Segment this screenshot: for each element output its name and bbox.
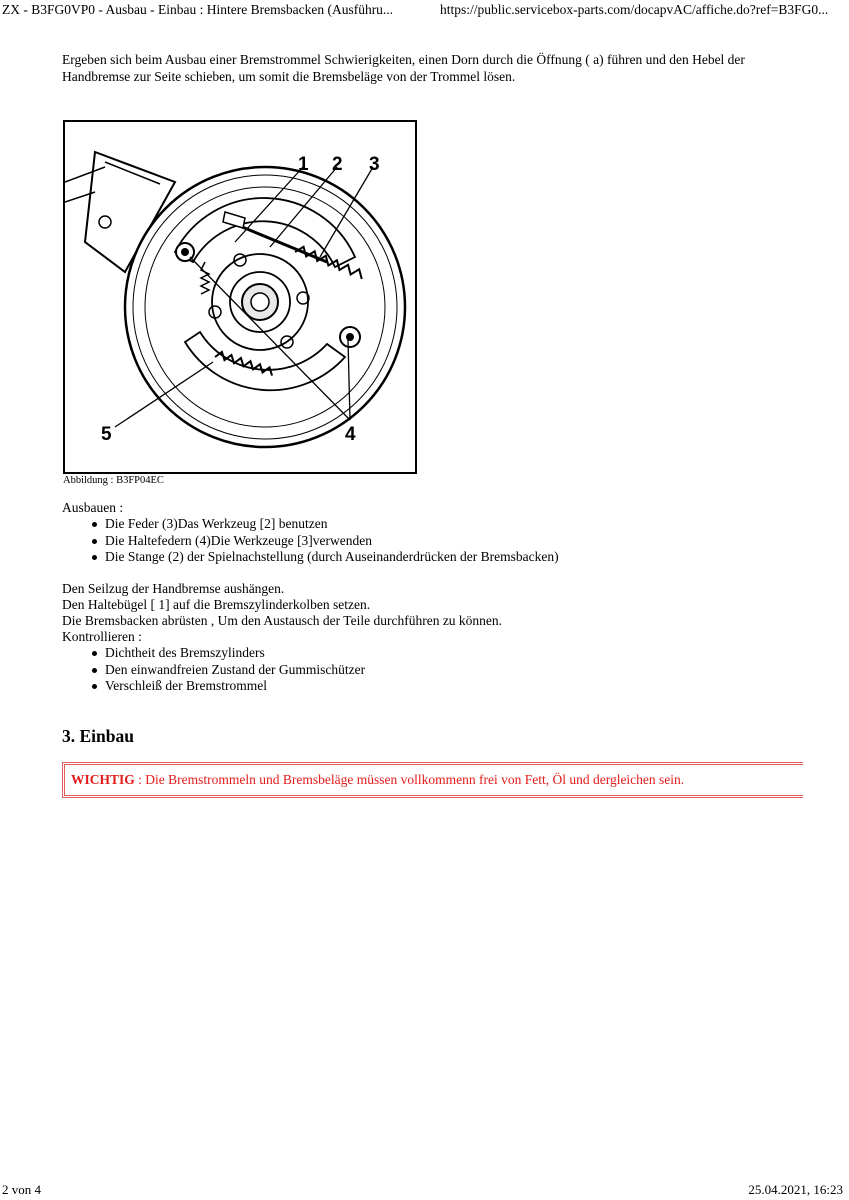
step-line: Den Haltebügel [ 1] auf die Bremszylinderkolben setzen. xyxy=(62,597,371,612)
figure-caption: Abbildung : B3FP04EC xyxy=(63,475,164,486)
list-item: Den einwandfreien Zustand der Gummischützer xyxy=(90,662,365,679)
list-item: Dichtheit des Bremszylinders xyxy=(90,645,365,662)
callout-1: 1 xyxy=(298,154,309,175)
footer-datetime: 25.04.2021, 16:23 xyxy=(748,1182,843,1197)
warning-text xyxy=(71,772,684,788)
print-header-title: ZX - B3FG0VP0 - Ausbau - Einbau : Hintere Bremsbacken (Ausführu... xyxy=(2,2,394,17)
list-item: Verschleiß der Bremstrommel xyxy=(90,678,365,695)
callout-4: 4 xyxy=(345,424,356,445)
step-line: Die Bremsbacken abrüsten , Um den Austausch der Teile durchführen zu können. xyxy=(62,613,503,628)
print-header-url: https://public.servicebox-parts.com/docapvAC/affiche.do?ref=B3FG0... xyxy=(440,2,829,17)
ausbauen-label: Ausbauen : xyxy=(62,500,124,515)
warning-box xyxy=(62,762,803,798)
list-item: Die Haltefedern (4)Die Werkzeuge [3]verwenden xyxy=(90,533,559,550)
intro-paragraph: Ergeben sich beim Ausbau einer Bremstrommel Schwierigkeiten, einen Dorn durch die Öffnung ( a) führen und den Hebel der Handbremse zur Seite schieben, um somit die Bremsbeläge von der Trommel lösen. xyxy=(62,52,745,84)
footer-page-number: 2 von 4 xyxy=(2,1182,41,1197)
warning-message: : Die Bremstrommeln und Bremsbeläge müssen vollkommenn frei von Fett, Öl und dergleichen sein. xyxy=(134,772,685,787)
list-item: Die Feder (3)Das Werkzeug [2] benutzen xyxy=(90,516,559,533)
warning-label: WICHTIG xyxy=(71,772,135,787)
brake-assembly-drawing xyxy=(65,122,415,472)
callout-2: 2 xyxy=(332,154,343,175)
callout-5: 5 xyxy=(101,424,112,445)
kontrollieren-list xyxy=(90,645,365,695)
ausbauen-list xyxy=(90,516,559,566)
list-item: Die Stange (2) der Spielnachstellung (durch Auseinanderdrücken der Bremsbacken) xyxy=(90,549,559,566)
kontrollieren-label: Kontrollieren : xyxy=(62,629,142,644)
brake-figure xyxy=(63,120,417,474)
section-heading: 3. Einbau xyxy=(62,726,134,746)
step-line: Den Seilzug der Handbremse aushängen. xyxy=(62,581,285,596)
callout-3: 3 xyxy=(369,154,380,175)
